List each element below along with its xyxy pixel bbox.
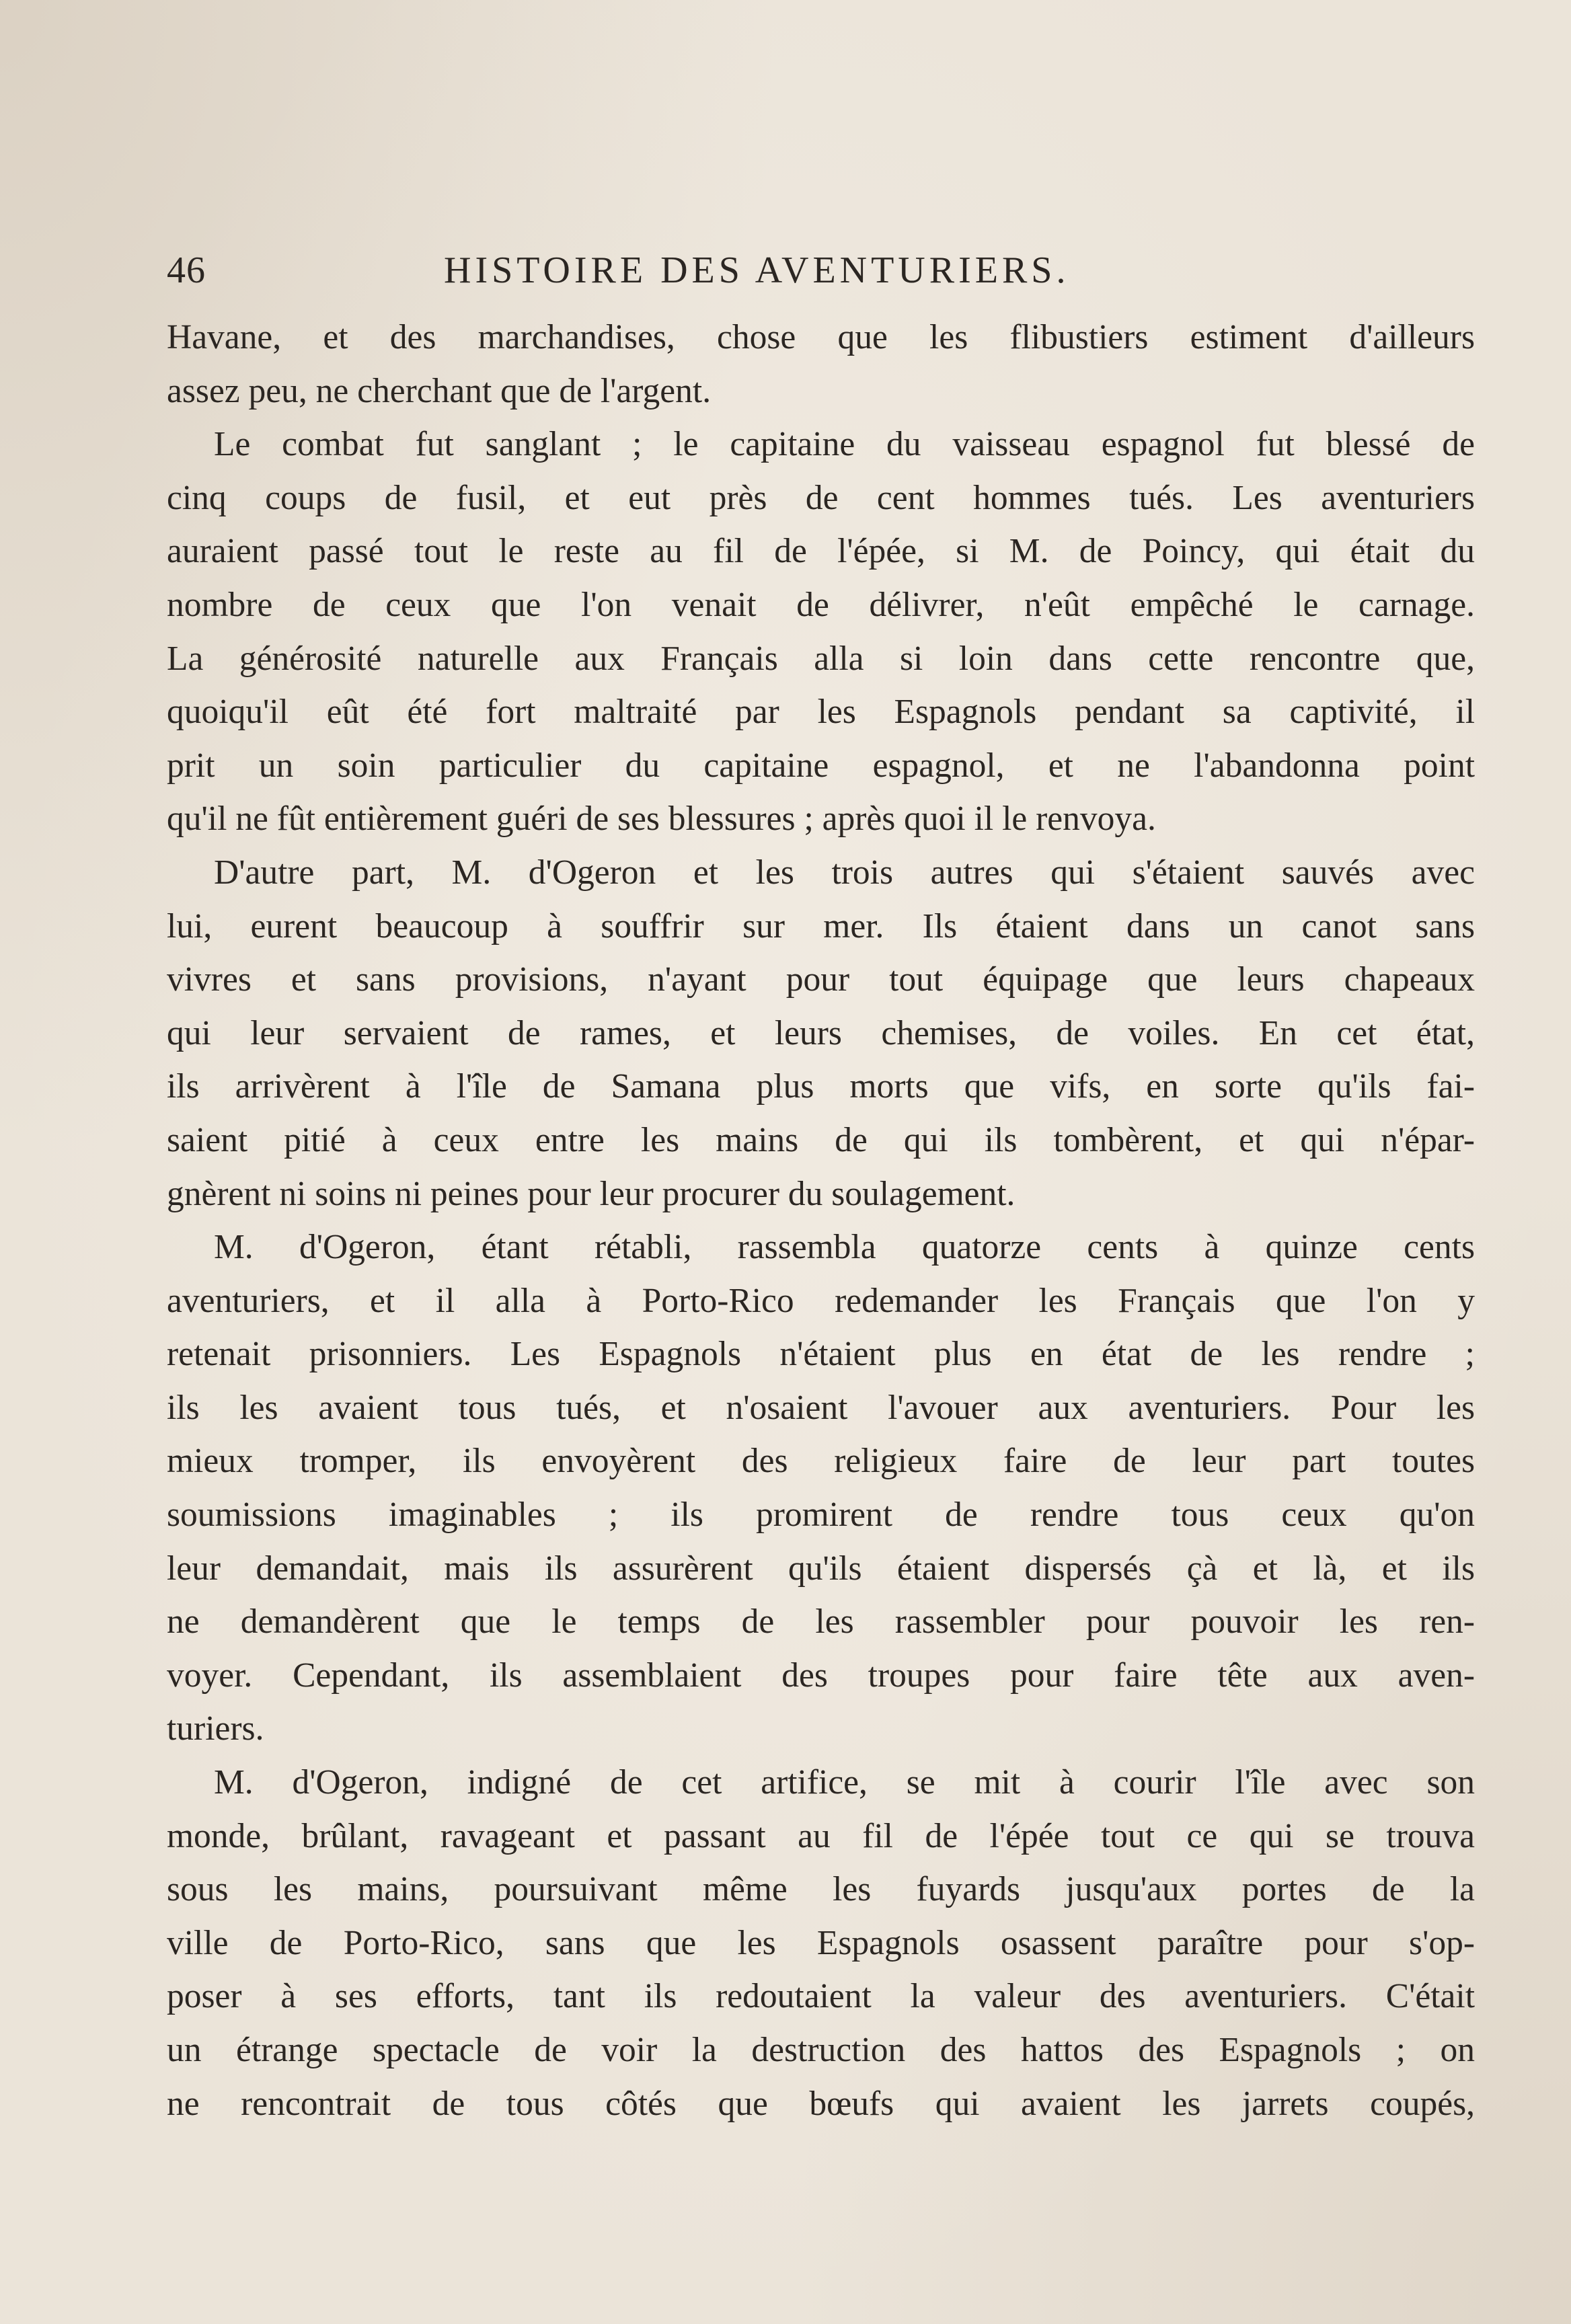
text-line: vivres et sans provisions, n'ayant pour tout équipage que leurs chapeaux — [167, 960, 1475, 999]
text-line: quoiqu'il eût été fort maltraité par les Espagnols pendant sa captivité, il — [167, 693, 1475, 732]
body-text — [167, 311, 1475, 2130]
text-line: sous les mains, poursuivant même les fuyards jusqu'aux portes de la — [167, 1870, 1475, 1909]
text-line: cinq coups de fusil, et eut près de cent hommes tués. Les aventuriers — [167, 478, 1475, 517]
running-title: HISTOIRE DES AVENTURIERS. — [444, 249, 1070, 291]
text-line: nombre de ceux que l'on venait de délivrer, n'eût empêché le carnage. — [167, 585, 1475, 624]
text-line: Havane, et des marchandises, chose que les flibustiers estiment d'ailleurs — [167, 318, 1475, 356]
text-line: La générosité naturelle aux Français alla si loin dans cette rencontre que, — [167, 639, 1475, 678]
text-line: monde, brûlant, ravageant et passant au fil de l'épée tout ce qui se trouva — [167, 1816, 1475, 1855]
text-line: Le combat fut sanglant ; le capitaine du vaisseau espagnol fut blessé de — [214, 425, 1475, 464]
text-line: auraient passé tout le reste au fil de l'épée, si M. de Poincy, qui était du — [167, 532, 1475, 571]
text-line: ils les avaient tous tués, et n'osaient l'avouer aux aventuriers. Pour les — [167, 1388, 1475, 1427]
text-line: turiers. — [167, 1709, 264, 1748]
text-line: lui, eurent beaucoup à souffrir sur mer. Ils étaient dans un canot sans — [167, 906, 1475, 945]
text-line: leur demandait, mais ils assurèrent qu'ils étaient dispersés çà et là, et ils — [167, 1549, 1475, 1588]
text-line: qu'il ne fût entièrement guéri de ses blessures ; après quoi il le renvoya. — [167, 800, 1156, 839]
text-line: D'autre part, M. d'Ogeron et les trois autres qui s'étaient sauvés avec — [214, 853, 1475, 892]
text-line: qui leur servaient de rames, et leurs chemises, de voiles. En cet état, — [167, 1013, 1475, 1052]
text-line: aventuriers, et il alla à Porto-Rico redemander les Français que l'on y — [167, 1281, 1475, 1320]
text-line: prit un soin particulier du capitaine espagnol, et ne l'abandonna point — [167, 746, 1475, 785]
text-line: gnèrent ni soins ni peines pour leur procurer du soulagement. — [167, 1174, 1016, 1213]
text-line: mieux tromper, ils envoyèrent des religieux faire de leur part toutes — [167, 1442, 1475, 1481]
text-line: un étrange spectacle de voir la destruction des hattos des Espagnols ; on — [167, 2031, 1475, 2069]
text-line: ville de Porto-Rico, sans que les Espagnols osassent paraître pour s'op- — [167, 1923, 1475, 1962]
text-line: assez peu, ne cherchant que de l'argent. — [167, 371, 712, 410]
text-line: soumissions imaginables ; ils promirent de rendre tous ceux qu'on — [167, 1496, 1475, 1535]
text-line: ne demandèrent que le temps de les rassembler pour pouvoir les ren- — [167, 1602, 1475, 1641]
text-line: M. d'Ogeron, indigné de cet artifice, se mit à courir l'île avec son — [214, 1763, 1475, 1802]
text-line: saient pitié à ceux entre les mains de qui ils tombèrent, et qui n'épar- — [167, 1120, 1475, 1159]
text-line: ne rencontrait de tous côtés que bœufs qui avaient les jarrets coupés, — [167, 2084, 1475, 2123]
text-line: M. d'Ogeron, étant rétabli, rassembla quatorze cents à quinze cents — [214, 1228, 1475, 1267]
text-line: ils arrivèrent à l'île de Samana plus morts que vifs, en sorte qu'ils fai- — [167, 1067, 1475, 1106]
page-header — [167, 249, 1475, 303]
text-line: voyer. Cependant, ils assemblaient des troupes pour faire tête aux aven- — [167, 1656, 1475, 1695]
text-line: poser à ses efforts, tant ils redoutaient la valeur des aventuriers. C'était — [167, 1977, 1475, 2016]
text-line: retenait prisonniers. Les Espagnols n'étaient plus en état de les rendre ; — [167, 1335, 1475, 1374]
page-number: 46 — [167, 249, 206, 291]
book-page — [167, 249, 1475, 2130]
